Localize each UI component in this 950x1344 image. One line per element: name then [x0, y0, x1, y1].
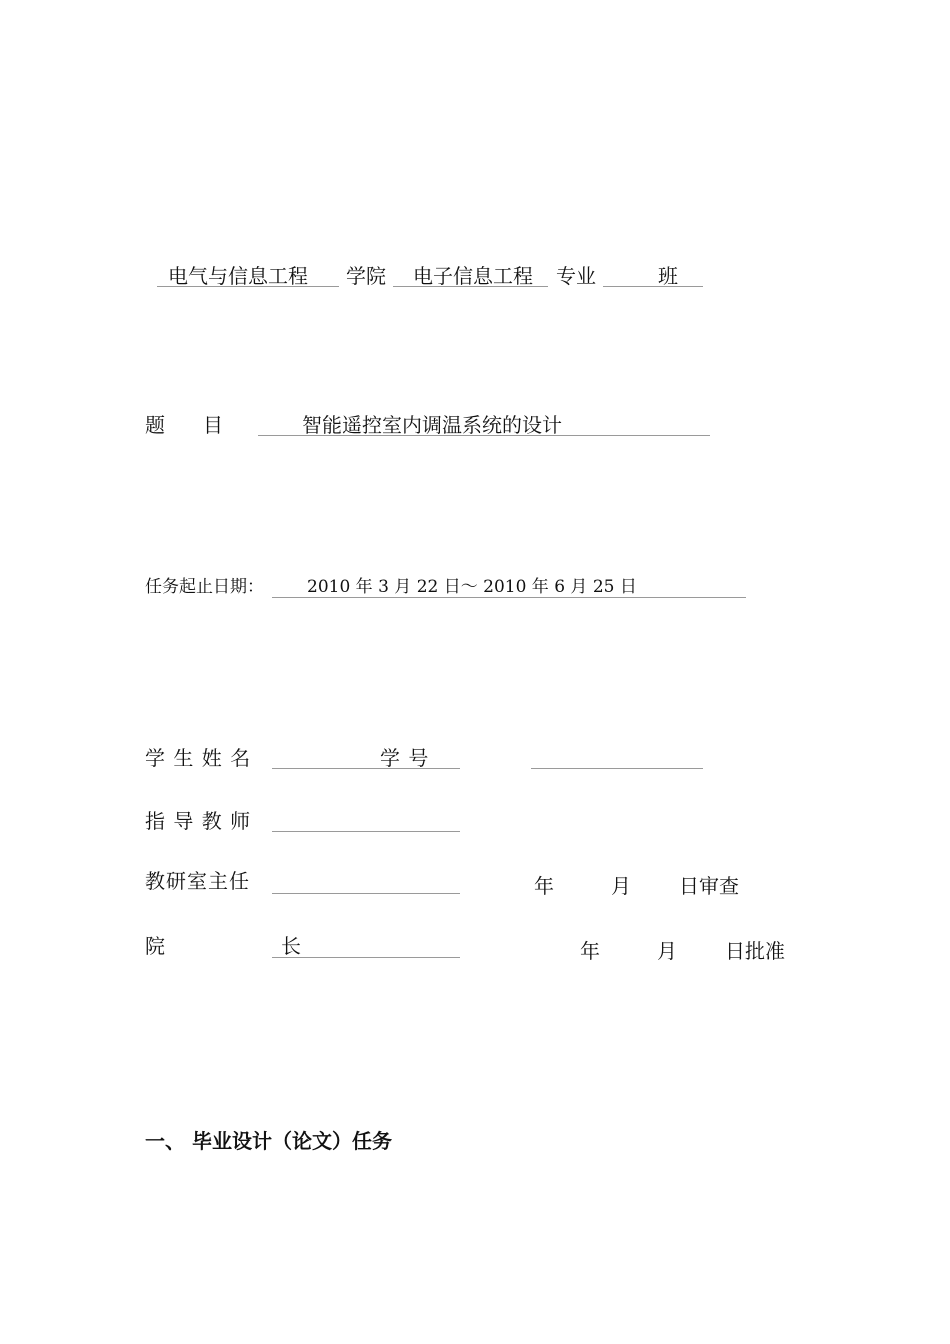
director-underline	[272, 893, 460, 894]
section-heading: 一、 毕业设计（论文）任务	[145, 1129, 392, 1153]
dean-label-1: 院	[145, 934, 165, 958]
major-name: 电子信息工程	[413, 264, 533, 288]
class-suffix: 班	[658, 264, 678, 288]
director-year: 年	[534, 874, 554, 898]
topic-underline	[258, 435, 710, 436]
college-suffix: 学院	[346, 264, 386, 288]
dean-year: 年	[580, 939, 600, 963]
major-underline	[393, 286, 548, 287]
period-underline	[272, 597, 746, 598]
topic-value: 智能遥控室内调温系统的设计	[302, 413, 562, 437]
college-name: 电气与信息工程	[168, 264, 308, 288]
college-underline	[157, 286, 339, 287]
topic-label-2: 目	[203, 413, 223, 437]
period-value: 2010 年 3 月 22 日～ 2010 年 6 月 25 日	[307, 577, 637, 597]
advisor-label: 指 导 教 师	[145, 809, 251, 833]
director-day-action: 日审查	[679, 874, 739, 898]
dean-label-2: 长	[281, 934, 301, 958]
student-name-underline	[272, 768, 460, 769]
period-label: 任务起止日期：	[145, 577, 264, 597]
student-id-underline	[531, 768, 703, 769]
student-name-label: 学 生 姓 名	[145, 746, 251, 770]
dean-day-action: 日批准	[725, 939, 785, 963]
student-id-label: 学 号	[380, 746, 429, 770]
topic-label-1: 题	[145, 413, 165, 437]
director-label: 教研室主任	[145, 869, 250, 893]
major-suffix: 专业	[556, 264, 596, 288]
dean-month: 月	[657, 939, 677, 963]
advisor-underline	[272, 831, 460, 832]
class-underline	[603, 286, 703, 287]
dean-underline	[272, 957, 460, 958]
director-month: 月	[611, 874, 631, 898]
